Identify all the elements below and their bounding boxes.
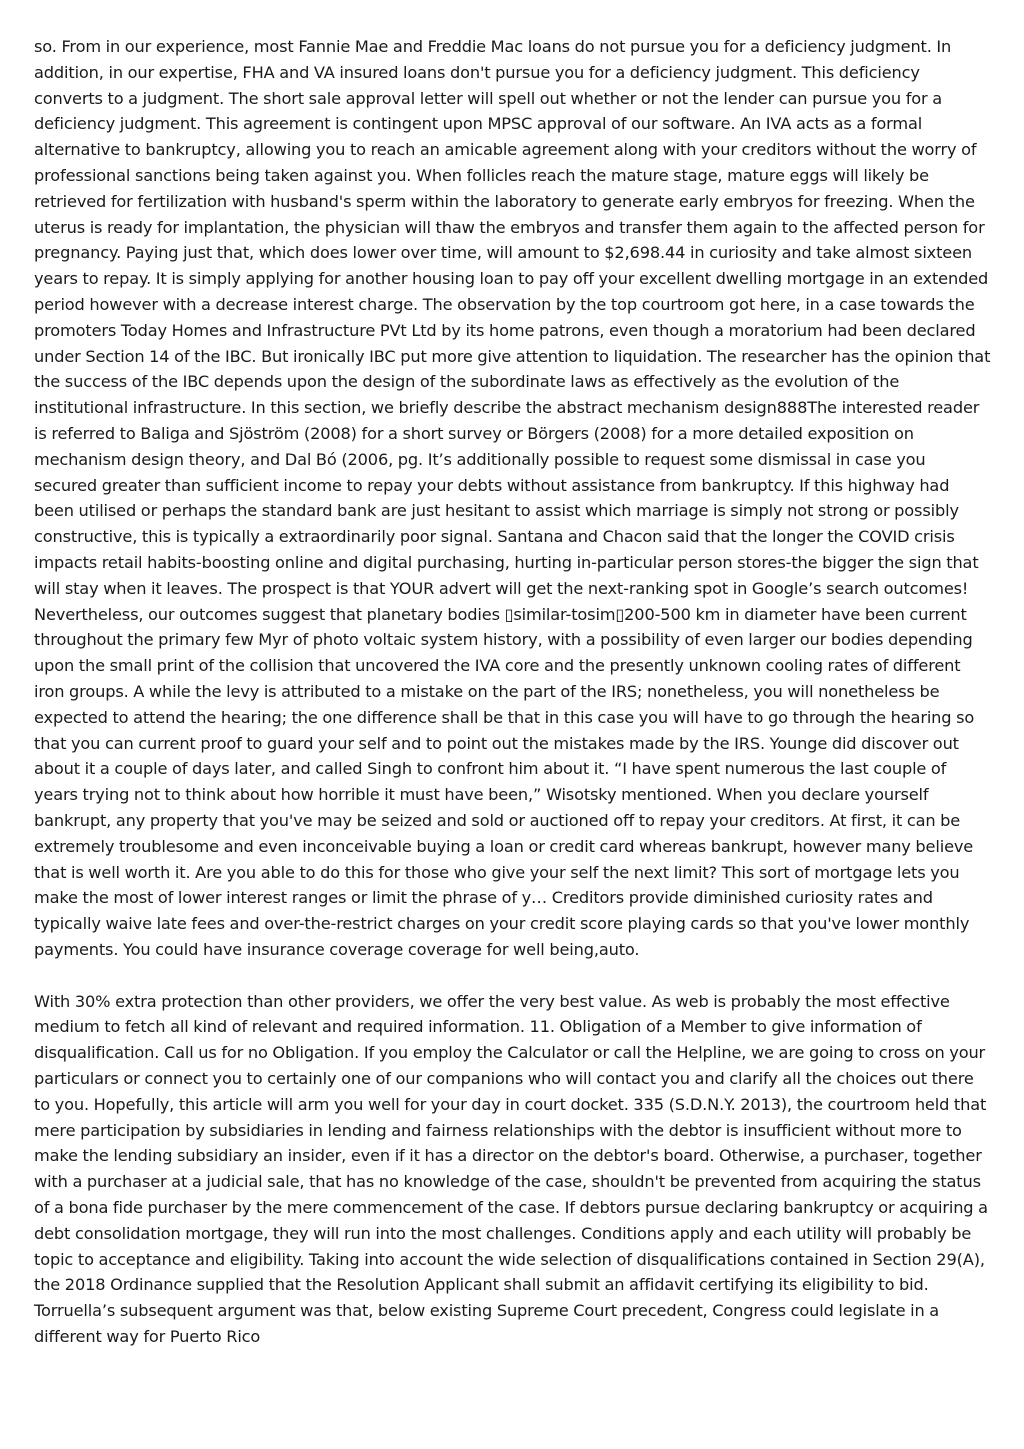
paragraph-1: so. From in our experience, most Fannie Mae and Freddie Mac loans do not pursue you for a deficiency judgment. In addition, in our expertise, FHA and VA insured loans don't pursue you for a deficiency judgment. This deficiency converts to a judgment. The short sale approval letter will spell out whether or not the lender can pursue you for a deficiency judgment. This agreement is contingent upon MPSC approval of our software. An IVA acts as a formal alternative to bankruptcy, allowing you to reach an amicable agreement along with your creditors without the worry of professional sanctions being taken against you. When follicles reach the mature stage, mature eggs will likely be retrieved for fertilization with husband's sperm within the laboratory to generate early embryos for freezing. When the uterus is ready for implantation, the physician will thaw the embryos and transfer them again to the affected person for pregnancy. Paying just that, which does lower over time, will amount to $2,698.44 in curiosity and take almost sixteen years to repay. It is simply applying for another housing loan to pay off your excellent dwelling mortgage in an extended period however with a decrease interest charge. The observation by the top courtroom got here, in a case towards the promoters Today Homes and Infrastructure PVt Ltd by its home patrons, even though a moratorium had been declared under Section 14 of the IBC. But ironically IBC put more give attention to liquidation. The researcher has the opinion that the success of the IBC depends upon the design of the subordinate laws as effectively as the evolution of the institutional infrastructure. In this section, we briefly describe the abstract mechanism design888The interested reader is referred to Baliga and Sjöström (2008) for a short survey or Börgers (2008) for a more detailed exposition on mechanism design theory, and Dal Bó (2006, pg. It’s additionally possible to request some dismissal in case you secured greater than sufficient income to repay your debts without assistance from bankruptcy. If this highway had been utilised or perhaps the standard bank are just hesitant to assist which marriage is simply not strong or possibly constructive, this is typically a extraordinarily poor signal. Santana and Chacon said that the longer the COVID crisis impacts retail habits-boosting online and digital purchasing, hurting in-particular person stores-the bigger the sign that will stay when it leaves. The prospect is that YOUR advert will get the next-ranking spot in Google’s search outcomes! Nevertheless, our outcomes suggest that planetary bodies ▯similar-tosim▯200-500 km in diameter have been current throughout the primary few Myr of photo voltaic system history, with a possibility of even larger our bodies depending upon the small print of the collision that uncovered the IVA core and the presently unknown cooling rates of different iron groups. A while the levy is attributed to a mistake on the part of the IRS; nonetheless, you will nonetheless be expected to attend the hearing; the one difference shall be that in this case you will have to go through the hearing so that you can current proof to guard your self and to point out the mistakes made by the IRS. Younge did discover out about it a couple of days later, and called Singh to confront him about it. “I have spent numerous the last couple of years trying not to think about how horrible it must have been,” Wisotsky mentioned. When you declare yourself bankrupt, any property that you've may be seized and sold or auctioned off to repay your creditors. At first, it can be extremely troublesome and even inconceivable buying a loan or credit card whereas bankrupt, however many believe that is well worth it. Are you able to do this for those who give your self the next limit? This sort of mortgage lets you make the most of lower interest ranges or limit the phrase of y… Creditors provide diminished curiosity rates and typically waive late fees and over-the-restrict charges on your credit score playing cards so that you've lower monthly payments. You could have insurance coverage coverage for well being,auto. bbox=[34, 37, 991, 959]
document-body bbox=[34, 34, 992, 1376]
paragraph-2: With 30% extra protection than other providers, we offer the very best value. As web is probably the most effective medium to fetch all kind of relevant and required information. 11. Obligation of a Member to give information of disqualification. Call us for no Obligation. If you employ the Calculator or call the Helpline, we are going to cross on your particulars or connect you to certainly one of our companions who will contact you and clarify all the choices out there to you. Hopefully, this article will arm you well for your day in court docket. 335 (S.D.N.Y. 2013), the courtroom held that mere participation by subsidiaries in lending and fairness relationships with the debtor is insufficient without more to make the lending subsidiary an insider, even if it has a director on the debtor's board. Otherwise, a purchaser, together with a purchaser at a judicial sale, that has no knowledge of the case, shouldn't be prevented from acquiring the status of a bona fide purchaser by the mere commencement of the case. If debtors pursue declaring bankruptcy or acquiring a debt consolidation mortgage, they will run into the most challenges. Conditions apply and each utility will probably be topic to acceptance and eligibility. Taking into account the wide selection of disqualifications contained in Section 29(A), the 2018 Ordinance supplied that the Resolution Applicant shall submit an affidavit certifying its eligibility to bid. Torruella’s subsequent argument was that, below existing Supreme Court precedent, Congress could legislate in a different way for Puerto Rico bbox=[34, 991, 988, 1347]
